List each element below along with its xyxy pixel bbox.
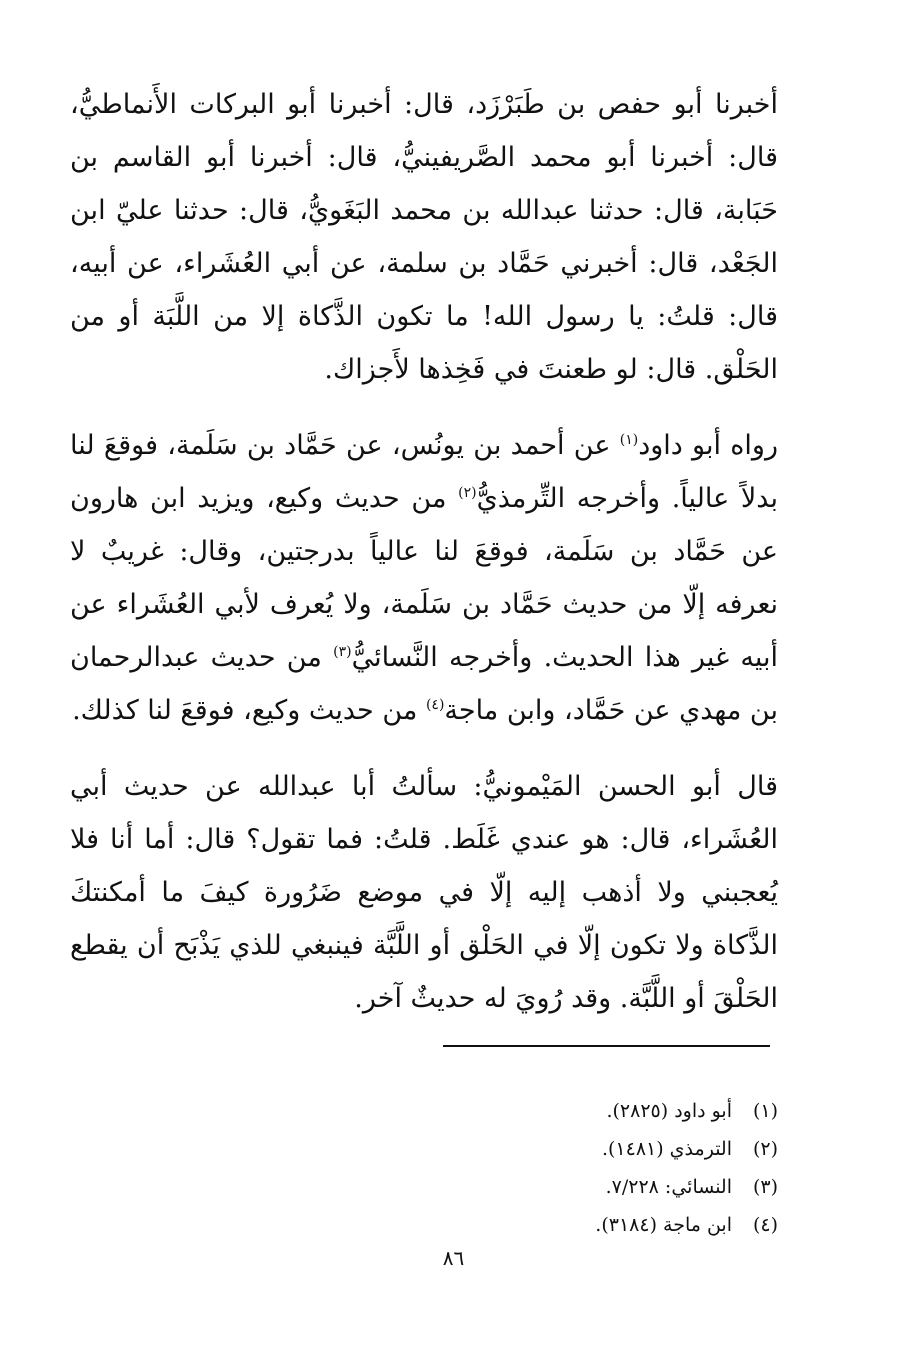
footnote-ref-1[interactable]: (١) <box>619 432 639 448</box>
footnote-text: أبو داود (٢٨٢٥). <box>606 1100 732 1122</box>
footnote-3 <box>400 1168 778 1206</box>
footnote-ref-2[interactable]: (٢) <box>458 485 477 501</box>
footnote-ref-3[interactable]: (٣) <box>333 644 352 660</box>
footnote-number: (١) <box>752 1100 778 1122</box>
main-text <box>70 78 778 1025</box>
footnote-1 <box>400 1092 778 1130</box>
paragraph-2-text: من حديث وكيع، ويزيد ابن هارون عن حَمَّاد بن سَلَمة، فوقعَ لنا عالياً بدرجتين، وقال: غريبٌ لا نعرفه إلّا من حديث حَمَّاد بن سَلَمة، ولا يُعرف لأبي العُشَراء عن أبيه غير هذا الحديث. وأخرجه النَّسائيُّ <box>70 483 778 673</box>
footnote-4 <box>400 1206 778 1244</box>
paragraph-2-text: من حديث عبدالرحمان بن مهدي عن حَمَّاد، وابن ماجة <box>70 642 778 726</box>
paragraph-1: أخبرنا أبو حفص بن طَبَرْزَد، قال: أخبرنا أبو البركات الأَنماطيُّ، قال: أخبرنا أبو محمد الصَّريفينيُّ، قال: أخبرنا أبو القاسم بن حَبَابة، قال: حدثنا عبدالله بن محمد البَغَويُّ، قال: حدثنا عليّ ابن الجَعْد، قال: أخبرني حَمَّاد بن سلمة، عن أبي العُشَراء، عن أبيه، قال: قلتُ: يا رسول الله! ما تكون الذَّكاة إلا من اللَّبَة أو من الحَلْق. قال: لو طعنتَ في فَخِذها لأَجزاك. <box>70 89 778 385</box>
footnote-text: ابن ماجة (٣١٨٤). <box>595 1214 732 1236</box>
footnote-divider <box>443 1045 770 1047</box>
footnote-number: (٤) <box>752 1214 778 1236</box>
paragraph-2-text: رواه أبو داود <box>638 430 778 461</box>
paragraph-2-text: من حديث وكيع، فوقعَ لنا كذلك. <box>72 695 426 726</box>
footnote-ref-4[interactable]: (٤) <box>425 697 445 713</box>
paragraph-2 <box>70 419 778 737</box>
footnote-number: (٣) <box>752 1176 778 1198</box>
footnote-text: الترمذي (١٤٨١). <box>601 1138 732 1160</box>
paragraph-3: قال أبو الحسن المَيْمونيُّ: سألتُ أبا عبدالله عن حديث أبي العُشَراء، قال: هو عندي غَلَط. قلتُ: فما تقول؟ قال: أما أنا فلا يُعجبني ولا أذهب إليه إلّا في موضع ضَرُورة كيفَ ما أمكنتكَ الذَّكاة ولا تكون إلّا في الحَلْق أو اللَّبَّة فينبغي للذي يَذْبَح أن يقطع الحَلْقَ أو اللَّبَّة. وقد رُويَ له حديثٌ آخر. <box>70 771 778 1014</box>
footnote-number: (٢) <box>752 1138 778 1160</box>
footnotes <box>400 1092 778 1244</box>
page-number: ٨٦ <box>442 1246 465 1270</box>
paragraph-2-text: عن أحمد بن يونُس، عن حَمَّاد بن سَلَمة، فوقعَ لنا بدلاً عالياً. وأخرجه التِّرمذيُّ <box>70 430 778 514</box>
footnote-text: النسائي: ٧/٢٢٨. <box>605 1176 732 1198</box>
footnote-2 <box>400 1130 778 1168</box>
